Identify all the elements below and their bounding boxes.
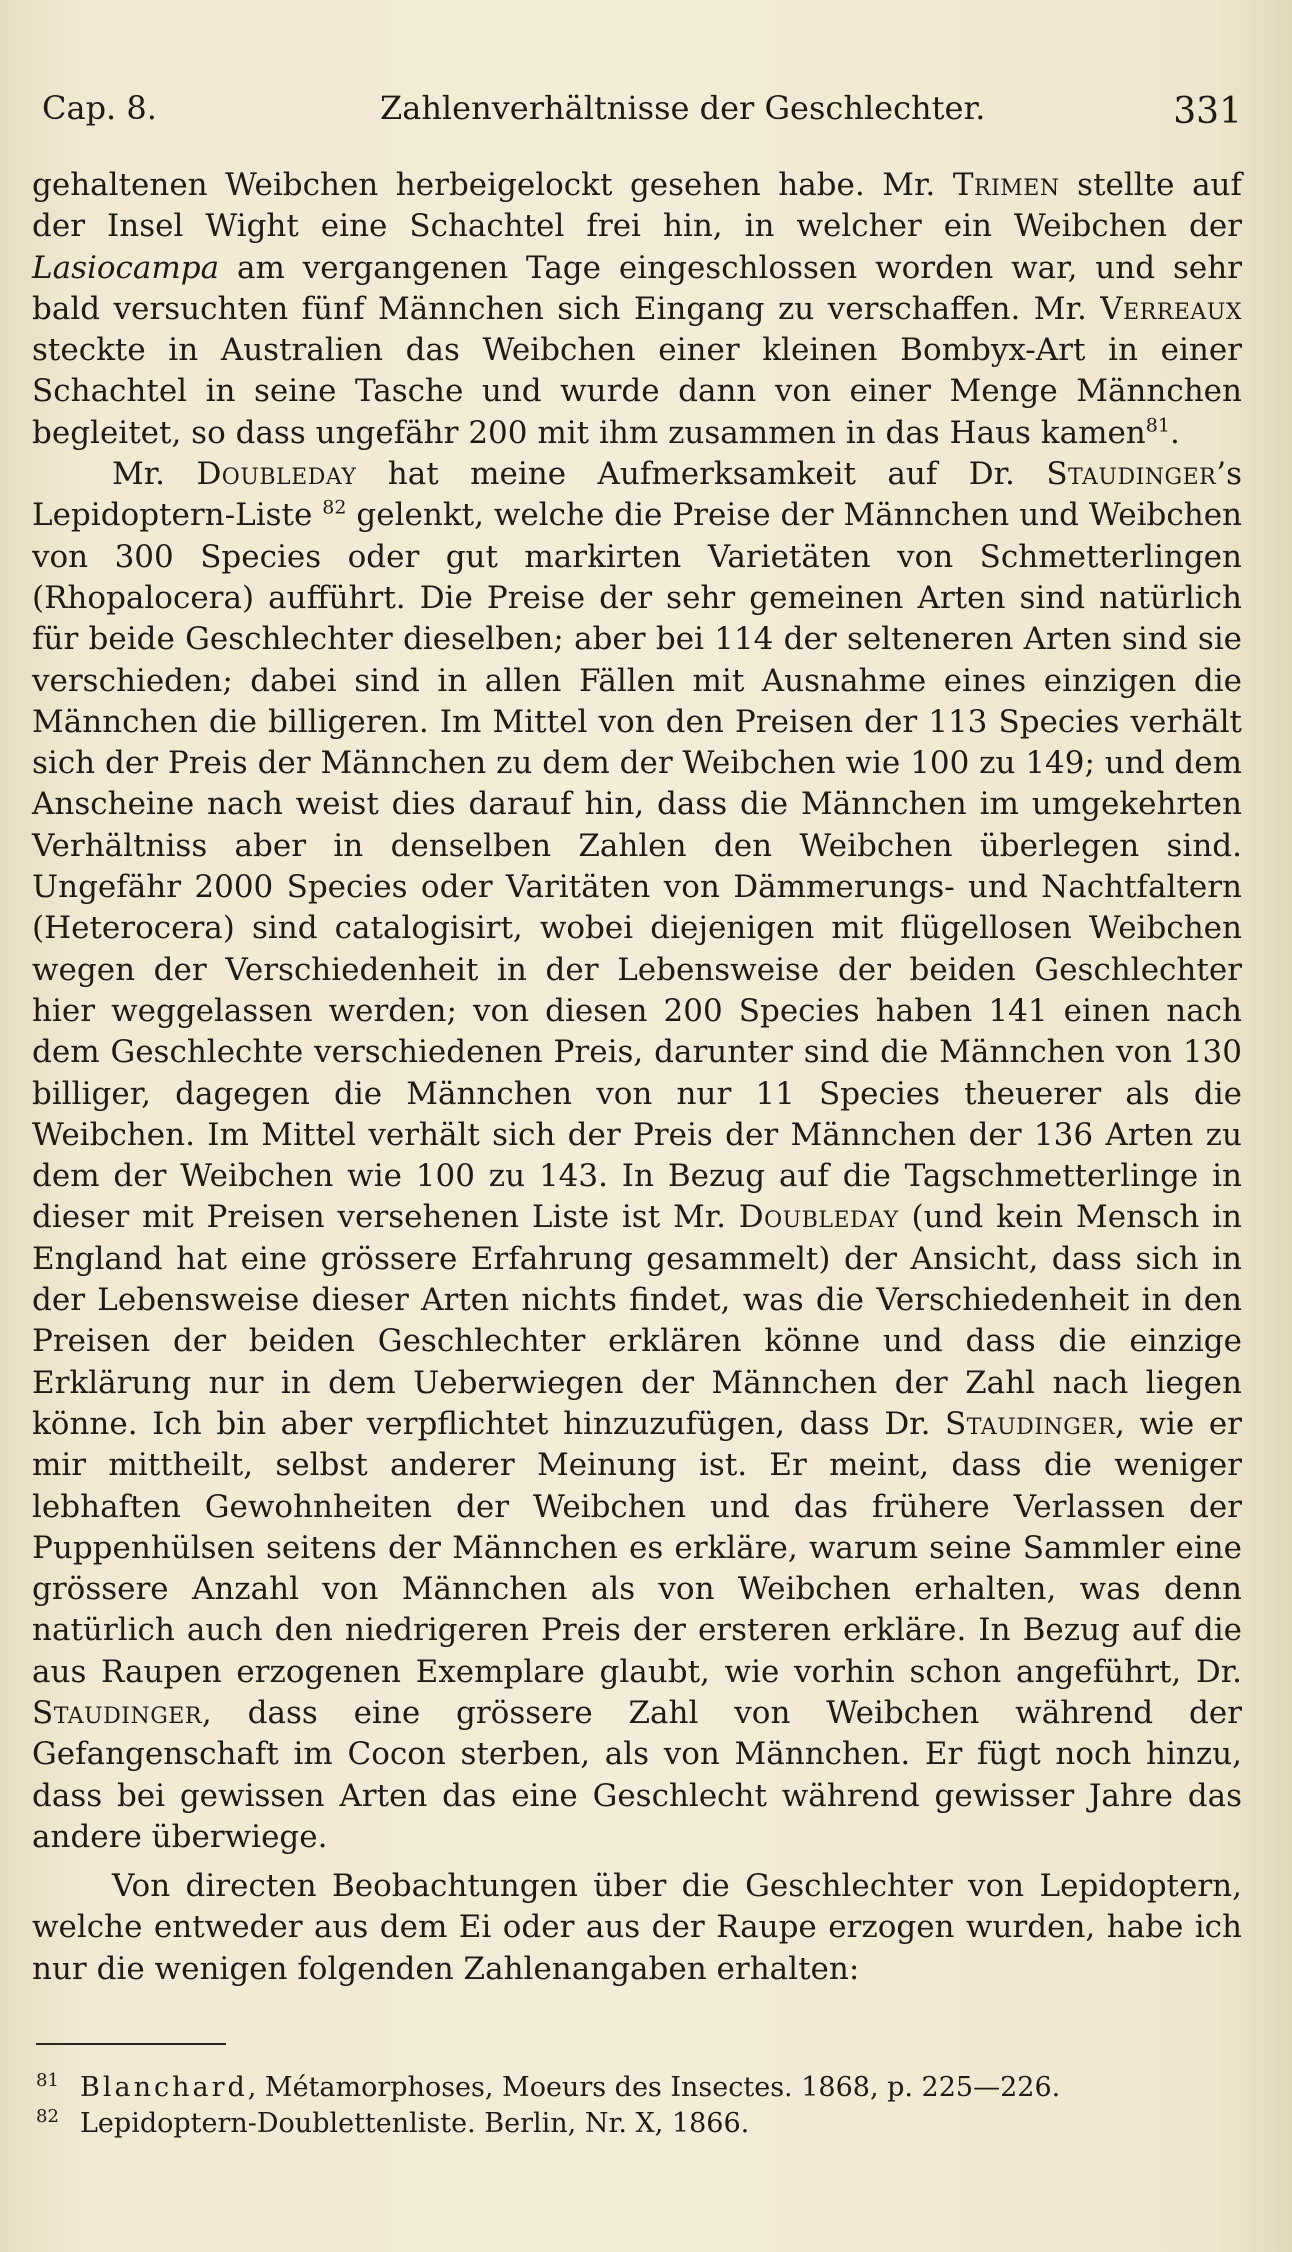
page-number: 331 [1173, 91, 1242, 132]
text-run: gehaltenen Weibchen herbeigelockt gesehen habe. Mr. [32, 167, 953, 203]
running-head [42, 80, 1242, 136]
footnote-ref: 81 [1145, 414, 1170, 437]
person-name: Doubleday [196, 456, 357, 493]
footnote-81: 81 Blanchard, Métamorphoses, Moeurs des Insectes. 1868, p. 225—226. [36, 2070, 1061, 2103]
text-run: , wie er mir mittheilt, selbst anderer Meinung ist. Er meint, dass die weniger lebhaften Gewohnheiten der Weibchen und das frühere Verlassen der Puppenhülsen seitens der Männchen es erkläre, warum seine Sammler eine grössere Anzahl von Männchen als von Weibchen erhalten, was denn natürlich auch den niedrigeren Preis der ersteren erkläre. In Bezug auf die aus Raupen erzogenen Exemplare glaubt, wie vorhin schon angeführt, Dr. [32, 1405, 1242, 1690]
body-text [32, 165, 1242, 1990]
person-name: Staudinger [945, 1405, 1115, 1442]
person-name: Verreaux [1100, 290, 1242, 327]
text-run: Mr. [112, 456, 197, 493]
person-name: Staudinger [1046, 456, 1217, 493]
running-title: Zahlenverhältnisse der Geschlechter. [380, 89, 986, 127]
footnote-text: , Métamorphoses, Moeurs des Insectes. 1868, p. 225—226. [247, 2072, 1061, 2103]
taxon-name: Lasiocampa [32, 249, 220, 286]
text-run: steckte in Australien das Weibchen einer kleinen Bombyx-Art in einer Schachtel in seine Tasche und wurde dann von einer Menge Männchen begleitet, so dass ungefähr 200 mit ihm zusammen in das Haus kamen [32, 332, 1242, 451]
person-name: Staudinger [32, 1694, 202, 1731]
chapter-label: Cap. 8. [42, 89, 157, 127]
footnote-82: 82 Lepidoptern-Doublettenliste. Berlin, Nr. X, 1866. [36, 2106, 750, 2139]
text-run: gelenkt, welche die Preise der Männchen und Weibchen von 300 Species oder gut markirten Varietäten von Schmetterlingen (Rhopalocera) aufführt. Die Preise der sehr gemeinen Arten sind natürlich für beide Geschlechter dieselben; aber bei 114 der selteneren Arten sind sie verschieden; dabei sind in allen Fällen mit Ausnahme eines einzigen die Männchen die billigeren. Im Mittel von den Preisen der 113 Species verhält sich der Preis der Männchen zu dem der Weibchen wie 100 zu 149; und dem Anscheine nach weist dies darauf hin, dass die Männchen im umgekehrten Verhältniss aber in denselben Zahlen den Weibchen überlegen sind. Ungefähr 2000 Species oder Varitäten von Dämmerungs- und Nachtfaltern (Heterocera) sind catalogisirt, wobei diejenigen mit flügellosen Weibchen wegen der Verschiedenheit in der Lebensweise der beiden Geschlechter hier weggelassen werden; von diesen 200 Species haben 141 einen nach dem Geschlechte verschiedenen Preis, darunter sind die Männchen von 130 billiger, dagegen die Männchen von nur 11 Species theuerer als die Weibchen. Im Mittel verhält sich der Preis der Männchen der 136 Arten zu dem der Weibchen wie 100 zu 143. In Bezug auf die Tagschmetterlinge in dieser mit Preisen versehenen Liste ist Mr. [32, 497, 1243, 1236]
text-run: , dass eine grössere Zahl von Weibchen während der Gefangenschaft im Cocon sterben, als von Männchen. Er fügt noch hinzu, dass bei gewissen Arten das eine Geschlecht während gewisser Jahre das andere überwiege. [32, 1694, 1242, 1855]
footnotes [36, 2070, 1236, 2142]
text-run: Von directen Beobachtungen über die Geschlechter von Lepidoptern, welche entweder aus dem Ei oder aus der Raupe erzogen wurden, habe ich nur die wenigen folgenden Zahlenangaben erhalten: [32, 1868, 1242, 1987]
paragraph-3 [32, 1866, 1242, 1990]
footnote-rule [36, 2043, 226, 2045]
person-name: Doubleday [738, 1199, 899, 1236]
footnote-author: Blanchard [80, 2072, 248, 2103]
text-run: am vergangenen Tage eingeschlossen worden war, und sehr bald versuchten fünf Männchen sich Eingang zu verschaffen. Mr. [32, 249, 1242, 327]
text-run: stellte auf der Insel Wight eine Schachtel frei hin, in welcher ein Weibchen der [32, 167, 1242, 245]
text-run: (und kein Mensch in England hat eine grössere Erfahrung gesammelt) der Ansicht, dass sich in der Lebensweise dieser Arten nichts findet, was die Verschiedenheit in den Preisen der beiden Geschlechter erklären könne und dass die einzige Erklärung nur in dem Ueberwiegen der Männchen der Zahl nach liegen könne. Ich bin aber verpflichtet hinzuzufügen, dass Dr. [32, 1199, 1242, 1442]
paragraph-2 [32, 454, 1242, 1858]
text-run: . [1169, 414, 1180, 451]
footnote-ref: 82 [322, 497, 347, 520]
paragraph-1 [32, 165, 1242, 454]
footnote-text: Lepidoptern-Doublettenliste. Berlin, Nr. X, 1866. [80, 2108, 750, 2139]
text-run: ’s Lepidoptern-Liste [32, 456, 1242, 534]
person-name: Trimen [952, 167, 1060, 203]
text-run: hat meine Aufmerksamkeit auf Dr. [356, 456, 1047, 493]
